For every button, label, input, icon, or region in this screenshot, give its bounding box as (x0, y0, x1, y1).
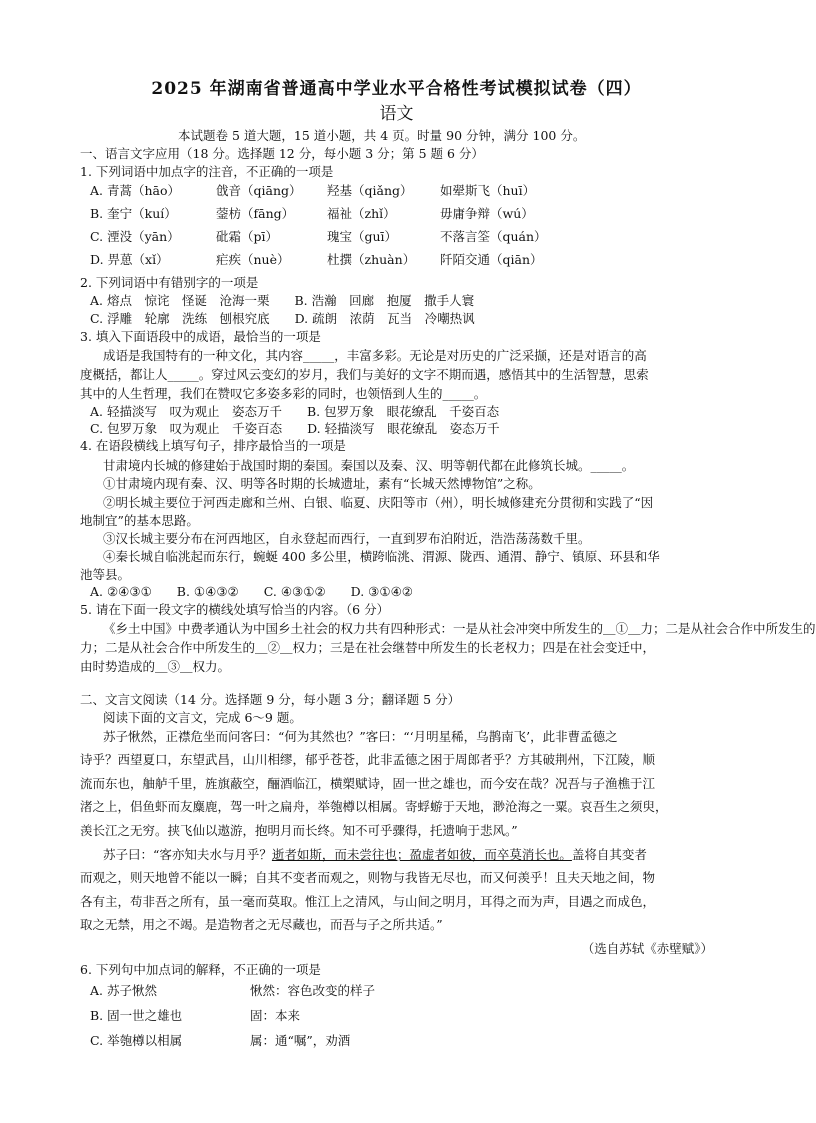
passage-line: 各有主，苟非吾之所有，虽一毫而莫取。惟江上之清风，与山间之明月，耳得之而为声，目遇之而成色， (80, 894, 656, 909)
q3-text-line: 其中的人生哲理，我们在赞叹它多姿多彩的同时，也领悟到人生的_____。 (80, 386, 487, 401)
q2-option-row: A. 熔点 惊诧 怪诞 沧海一栗 B. 浩瀚 回廊 抱厦 撒手人寰 (90, 293, 475, 308)
q5-blank-2: ＿②＿ (255, 640, 293, 655)
q1-b-4: 毋庸争辩（wú） (440, 206, 534, 221)
q5-line-2: 力；二是从社会合作中所发生的＿②＿权力；三是在社会继替中所发生的长老权力；四是在社会变迁中， (80, 640, 656, 655)
q1-d-3: 杜撰（zhuàn） (327, 252, 416, 267)
q4-sentence-1: ①甘肃境内现有秦、汉、明等各时期的长城遗址，素有“长城天然博物馆”之称。 (103, 476, 541, 491)
q4-sentence-3: ③汉长城主要分布在河西地区，自永登起而西行，一直到罗布泊附近，浩浩荡荡数千里。 (103, 531, 591, 546)
q4-sentence-4: ④秦长城自临洮起而东行，蜿蜒 400 多公里，横跨临洮、渭源、陇西、通渭、静宁、镇原、环县和华 (103, 549, 660, 564)
q2-option-row: C. 浮雕 轮廓 洗练 刨根究底 D. 疏朗 浓荫 瓦当 冷嘲热讽 (90, 311, 475, 326)
exam-info: 本试题卷 5 道大题，15 道小题，共 4 页。时量 90 分钟，满分 100 分。 (178, 128, 586, 143)
section2-heading: 二、文言文阅读（14 分。选择题 9 分，每小题 3 分；翻译题 5 分） (80, 692, 461, 707)
q1-a-4: 如翚斯飞（huī） (440, 183, 536, 198)
q1-c-4: 不落言筌（quán） (440, 229, 547, 244)
q1-b-1: B. 奎宁（kuí） (90, 206, 177, 221)
passage2-line-1: 苏子曰：“客亦知夫水与月乎？逝者如斯，而未尝往也；盈虚者如彼，而卒莫消长也。盖将自其变者 (103, 847, 647, 862)
q6-stem: 6. 下列句中加点词的解释，不正确的一项是 (80, 962, 321, 977)
q4-stem: 4. 在语段横线上填写句子，排序最恰当的一项是 (80, 438, 346, 453)
q4-options: A. ②④③① B. ①④③② C. ④③①② D. ③①④② (90, 584, 413, 599)
passage-line: 诗乎？西望夏口，东望武昌，山川相缪，郁乎苍苍，此非孟德之困于周郎者乎？方其破荆州，下江陵，顺 (80, 752, 656, 767)
q2-stem: 2. 下列词语中有错别字的一项是 (80, 275, 259, 290)
q3-option-row: C. 包罗万象 叹为观止 千姿百态 D. 轻描淡写 眼花缭乱 姿态万千 (90, 421, 500, 436)
q6-option-a-def: 愀然：容色改变的样子 (250, 983, 376, 998)
q1-stem: 1. 下列词语中加点字的注音，不正确的一项是 (80, 164, 334, 179)
q3-option-row: A. 轻描淡写 叹为观止 姿态万千 B. 包罗万象 眼花缭乱 千姿百态 (90, 404, 500, 419)
passage-line: 渚之上，侣鱼虾而友麋鹿，驾一叶之扁舟，举匏樽以相属。寄蜉蝣于天地，渺沧海之一粟。哀吾生之须臾， (80, 799, 668, 814)
underlined-sentence: 逝者如斯，而未尝往也；盈虚者如彼，而卒莫消长也。 (271, 847, 572, 862)
passage-source: （选自苏轼《赤壁赋》） (581, 941, 713, 956)
q1-c-3: 瑰宝（guī） (327, 229, 398, 244)
q1-a-3: 羟基（qiǎng） (327, 183, 413, 198)
q1-a-2: 戗音（qiāng） (216, 183, 302, 198)
q4-sentence-4-cont: 池等县。 (80, 567, 131, 582)
passage-line: 苏子愀然，正襟危坐而问客曰：“何为其然也？”客曰：“‘月明星稀，乌鹊南飞’，此非曹孟德之 (103, 729, 618, 744)
q6-option-c: C. 举匏樽以相属 (90, 1033, 183, 1048)
q5-blank-1: ＿①＿ (603, 621, 641, 636)
q6-option-c-def: 属：通“嘱”，劝酒 (250, 1033, 351, 1048)
q5-stem: 5. 请在下面一段文字的横线处填写恰当的内容。（6 分） (80, 602, 390, 617)
q1-b-2: 蓥枋（fāng） (216, 206, 295, 221)
q1-c-2: 砒霜（pī） (216, 229, 278, 244)
subject-title: 语文 (379, 104, 414, 124)
q4-sentence-2: ②明长城主要位于河西走廊和兰州、白银、临夏、庆阳等市（州），明长城修建充分贯彻和实践了“因 (103, 495, 654, 510)
q3-text-line: 成语是我国特有的一种文化，其内容_____，丰富多彩。无论是对历史的广泛采撷，还是对语言的高 (103, 348, 647, 363)
q5-blank-3: ＿③＿ (155, 659, 193, 674)
q6-option-b: B. 固一世之雄也 (90, 1008, 183, 1023)
passage-line: 取之无禁，用之不竭。是造物者之无尽藏也，而吾与子之所共适。” (80, 917, 443, 932)
passage-line: 羡长江之无穷。挟飞仙以遨游，抱明月而长终。知不可乎骤得，托遗响于悲风。” (80, 823, 518, 838)
q1-d-4: 阡陌交通（qiān） (440, 252, 543, 267)
page-title: 2025 年湖南省普通高中学业水平合格性考试模拟试卷（四） (151, 79, 642, 99)
q1-d-2: 疟疾（nuè） (216, 252, 290, 267)
q4-text-line: 甘肃境内长城的修建始于战国时期的秦国。秦国以及秦、汉、明等朝代都在此修筑长城。_____。 (103, 458, 635, 473)
q1-d-1: D. 畀葸（xǐ） (90, 252, 169, 267)
q3-stem: 3. 填入下面语段中的成语，最恰当的一项是 (80, 329, 321, 344)
q1-b-3: 福祉（zhǐ） (327, 206, 396, 221)
q3-text-line: 度概括，都让人_____。穿过风云变幻的岁月，我们与美好的文字不期而遇，感悟其中的生活智慧，思索 (80, 367, 649, 382)
q5-line-3: 由时势造成的＿③＿权力。 (80, 659, 231, 674)
q5-line-1: 《乡土中国》中费孝通认为中国乡土社会的权力共有四种形式：一是从社会冲突中所发生的＿①＿力；二是从社会合作中所发生的 (103, 621, 816, 636)
q6-option-b-def: 固：本来 (250, 1008, 301, 1023)
section2-intro: 阅读下面的文言文，完成 6～9 题。 (103, 710, 302, 725)
passage-line: 而观之，则天地曾不能以一瞬；自其不变者而观之，则物与我皆无尽也，而又何羡乎！且夫天地之间，物 (80, 870, 656, 885)
q1-a-1: A. 青蒿（hāo） (90, 183, 181, 198)
section1-heading: 一、语言文字应用（18 分。选择题 12 分，每小题 3 分；第 5 题 6 分） (80, 146, 484, 161)
q4-sentence-2-cont: 地制宜”的基本思路。 (80, 513, 199, 528)
q1-c-1: C. 湮没（yān） (90, 229, 180, 244)
q6-option-a: A. 苏子愀然 (90, 983, 157, 998)
passage-line: 流而东也，舳舻千里，旌旗蔽空，酾酒临江，横槊赋诗，固一世之雄也，而今安在哉？况吾与子渔樵于江 (80, 776, 656, 791)
